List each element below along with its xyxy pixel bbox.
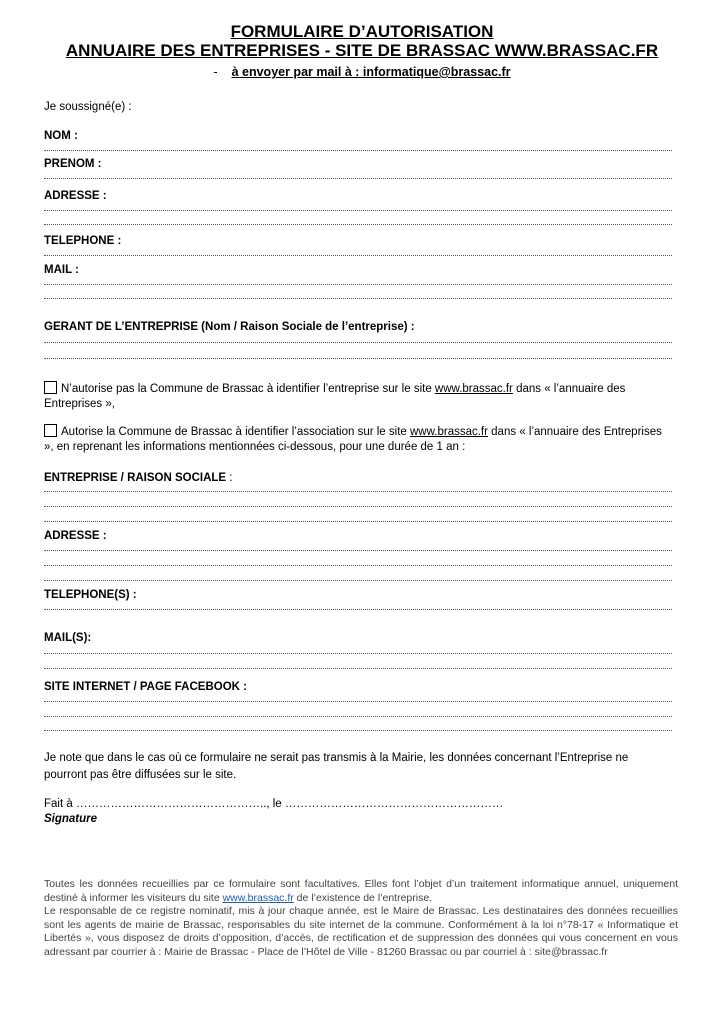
privacy-footer (44, 878, 678, 959)
footer-p1-start: Toutes les données recueillies par ce formulaire sont facultatives. Elles font l’objet d’un traitement informatique annuel, uniquement destiné à informer les visiteurs du site (44, 878, 678, 904)
gerant-line-1[interactable] (44, 342, 672, 343)
company-adresse-line-1[interactable] (44, 550, 672, 551)
send-instruction-text: à envoyer par mail à : informatique@brassac.fr (231, 65, 511, 79)
adresse-line-1[interactable] (44, 210, 672, 211)
raison-sociale-line-3[interactable] (44, 521, 672, 522)
mail-line-2[interactable] (44, 298, 672, 299)
gerant-line-2[interactable] (44, 358, 672, 359)
company-telephones-label: TELEPHONE(S) : (44, 589, 137, 601)
accept-option (44, 424, 674, 455)
dash-bullet: - (213, 65, 218, 79)
telephone-label: TELEPHONE : (44, 235, 122, 247)
footer-p2: Le responsable de ce registre nominatif, mis à jour chaque année, est le Maire de Brassac. Les destinataires des données recueillies sont les agents de mairie de Brassac, responsables du site internet de la commune. Conformément à la loi n°78-17 « Informatique et Libertés », vous disposez de droits d’opposition, d’accès, de rectification et de suppression des données qui vous concernent en vous adressant par courrier à : Mairie de Brassac - Place de l’Hôtel de Ville - 81260 Brassac ou par courriel à : site@brassac.fr (44, 905, 678, 958)
refuse-text-start: N’autorise pas la Commune de Brassac à identifier l’entreprise sur le site (61, 383, 435, 395)
raison-sociale-line-2[interactable] (44, 506, 672, 507)
signature-label: Signature (44, 813, 98, 825)
raison-sociale-line-1[interactable] (44, 491, 672, 492)
company-adresse-line-3[interactable] (44, 580, 672, 581)
refuse-text-end: dans « l’annuaire des Entreprises », (44, 383, 626, 410)
transmission-note: Je note que dans le cas où ce formulaire ne serait pas transmis à la Mairie, les données concernant l’Entreprise ne pourront pas être diffusées sur le site. (44, 752, 629, 781)
company-mails-label: MAIL(S): (44, 632, 92, 644)
refuse-site-link[interactable]: www.brassac.fr (434, 383, 513, 395)
raison-sociale-label (44, 472, 233, 484)
nom-label: NOM : (44, 130, 78, 142)
adresse-line-2[interactable] (44, 224, 672, 225)
company-telephones-line[interactable] (44, 609, 672, 610)
mail-line-1[interactable] (44, 284, 672, 285)
company-mails-line-2[interactable] (44, 668, 672, 669)
prenom-line[interactable] (44, 178, 672, 179)
refuse-option (44, 381, 674, 412)
accept-text-end: dans « l’annuaire des Entreprises », en reprenant les informations mentionnées ci-dessous, pour une durée de 1 an : (44, 426, 662, 453)
accept-text-start: Autorise la Commune de Brassac à identifier l’association sur le site (61, 426, 410, 438)
place-date-line: Fait à ………………………………………….., le ………………………………………………… (44, 798, 504, 810)
prenom-label: PRENOM : (44, 158, 102, 170)
company-site-label: SITE INTERNET / PAGE FACEBOOK : (44, 681, 247, 693)
company-mails-line-1[interactable] (44, 653, 672, 654)
footer-p1-end: de l’existence de l’entreprise. (293, 891, 433, 904)
gerant-label: GERANT DE L’ENTREPRISE (Nom / Raison Sociale de l’entreprise) : (44, 321, 415, 333)
refuse-checkbox[interactable] (44, 381, 57, 394)
send-instruction (0, 65, 724, 79)
accept-site-link[interactable]: www.brassac.fr (410, 426, 488, 438)
intro-label: Je soussigné(e) : (44, 101, 132, 113)
form-subtitle: ANNUAIRE DES ENTREPRISES - SITE DE BRASSAC WWW.BRASSAC.FR (65, 41, 659, 60)
company-adresse-label: ADRESSE : (44, 530, 107, 542)
raison-sociale-label-bold: ENTREPRISE / RAISON SOCIALE (44, 472, 227, 484)
accept-checkbox[interactable] (44, 424, 57, 437)
adresse-label: ADRESSE : (44, 190, 107, 202)
mail-label: MAIL : (44, 264, 79, 276)
company-site-line-2[interactable] (44, 716, 672, 717)
company-site-line-3[interactable] (44, 730, 672, 731)
form-title: FORMULAIRE D’AUTORISATION (230, 22, 494, 41)
footer-site-link[interactable]: www.brassac.fr (222, 891, 294, 904)
company-adresse-line-2[interactable] (44, 565, 672, 566)
raison-sociale-label-colon: : (226, 472, 233, 484)
company-site-line-1[interactable] (44, 701, 672, 702)
nom-line[interactable] (44, 150, 672, 151)
telephone-line[interactable] (44, 255, 672, 256)
